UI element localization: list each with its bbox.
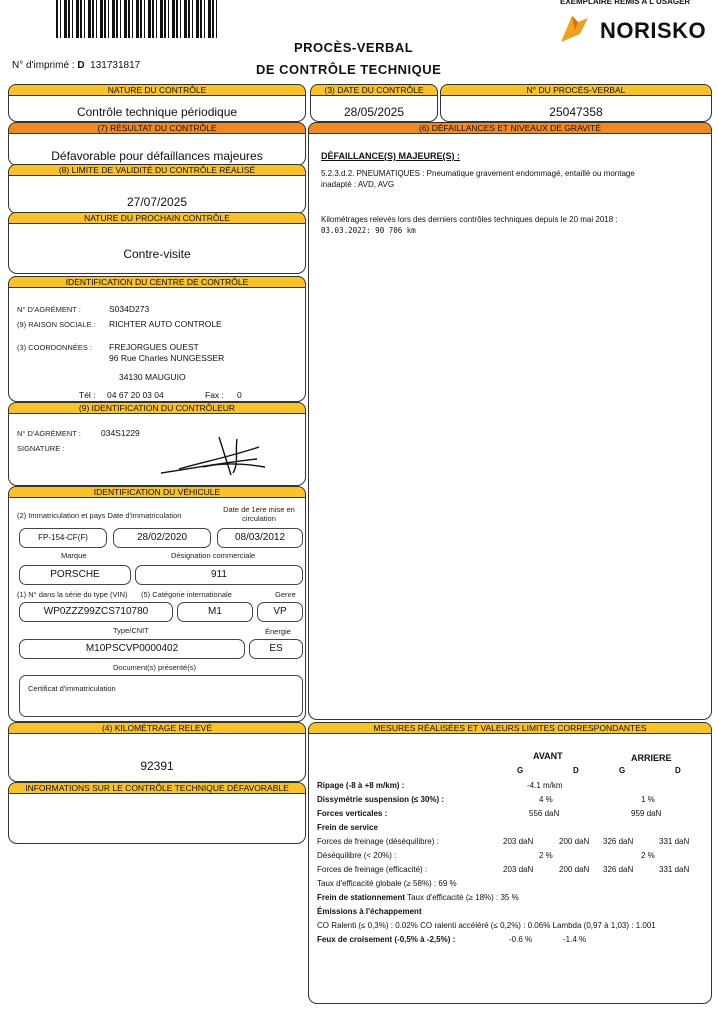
defaillance-item-line1: 5.2.3.d.2. PNEUMATIQUES : Pneumatique gravement endommagé, entaillé ou montage (321, 169, 635, 178)
infos-panel (8, 782, 306, 844)
ff2-avg: 203 daN (503, 865, 534, 874)
first-circ-label: Date de 1ere mise en circulation (223, 505, 295, 523)
controleur-signature-label: SIGNATURE : (17, 444, 65, 453)
defaillance-item-line2: inadapté : AVD, AVG (321, 180, 395, 189)
date-title: (3) DATE DU CONTRÔLE (310, 84, 438, 96)
centre-coord-line3: 34130 MAUGUIO (119, 372, 186, 382)
marque-label: Marque (61, 551, 87, 560)
prochain-title: NATURE DU PROCHAIN CONTRÔLE (8, 212, 306, 224)
nature-title: NATURE DU CONTRÔLE (8, 84, 306, 96)
km-intro: Kilométrages relevés lors des derniers contrôles techniques depuis le 20 mai 2018 : (321, 215, 618, 224)
limite-panel (8, 164, 306, 214)
resultat-panel (8, 122, 306, 166)
pv-value: 25047358 (549, 105, 603, 119)
barcode (56, 0, 220, 38)
immat-label: (2) Immatriculation et pays Date d'immatriculation (17, 511, 182, 520)
title-line1: PROCÈS-VERBAL (294, 40, 414, 55)
kilometrage-value: 92391 (140, 759, 174, 773)
energie-label: Énergie (265, 627, 291, 636)
arriere-d: D (675, 766, 681, 775)
controleur-agrement-label: N° D'AGRÉMENT : (17, 429, 81, 438)
designation-value: 911 (135, 565, 303, 585)
copy-note: EXEMPLAIRE REMIS A L'USAGER (560, 0, 691, 6)
forces-v-av: 556 daN (529, 809, 560, 818)
ff2-arg: 326 daN (603, 865, 634, 874)
centre-agrement-value: S034D273 (109, 304, 150, 314)
centre-coord-line2: 96 Rue Charles NUNGESSER (109, 353, 225, 363)
defaillances-panel (308, 122, 712, 720)
ff-efficacite-label: Forces de freinage (efficacité) : (317, 865, 428, 874)
centre-panel (8, 276, 306, 402)
brand-name: NORISKO (600, 18, 707, 43)
date-panel (310, 84, 438, 122)
title-line2: DE CONTRÔLE TECHNIQUE (256, 62, 442, 77)
centre-tel-label: Tél : (79, 390, 96, 400)
pv-title: N° DU PROCÈS-VERBAL (440, 84, 712, 96)
limite-title: (8) LIMITE DE VALIDITÉ DU CONTRÔLE RÉALISÉ (8, 164, 306, 176)
energie-value: ES (249, 639, 303, 659)
imprime-prefix: D (77, 60, 85, 71)
documents-value: Certificat d'immatriculation (28, 684, 116, 693)
frein-stationnement (317, 893, 519, 902)
mesures-title: MESURES RÉALISÉES ET VALEURS LIMITES CORRESPONDANTES (308, 722, 712, 734)
norisko-logo-icon (558, 12, 592, 46)
imprime-label: N° d'imprimé : (12, 60, 75, 71)
centre-title: IDENTIFICATION DU CENTRE DE CONTRÔLE (8, 276, 306, 288)
resultat-value: Défavorable pour défaillances majeures (51, 149, 263, 163)
ff1-arg: 326 daN (603, 837, 634, 846)
date-value: 28/05/2025 (343, 105, 405, 119)
controleur-agrement-value: 034S1229 (101, 428, 140, 438)
desequilibre-label: Déséquilibre (< 20%) : (317, 851, 397, 860)
ff1-avg: 203 daN (503, 837, 534, 846)
signature-image (159, 433, 269, 479)
centre-tel-value: 04 67 20 03 04 (107, 390, 164, 400)
vin-label: (1) N° dans la série du type (VIN) (17, 590, 128, 599)
centre-coord-line1: FREJORGUES OUEST (109, 342, 199, 352)
vehicule-panel (8, 486, 306, 722)
ripage-label: Ripage (-8 à +8 m/km) : (317, 781, 405, 790)
documents-box (19, 675, 303, 717)
feux-g: -0.6 % (509, 935, 533, 944)
genre-label: Genre (275, 590, 296, 599)
arriere-header: ARRIERE (631, 753, 672, 763)
avant-g: G (517, 766, 524, 775)
ff1-ard: 331 daN (659, 837, 690, 846)
limite-value: 27/07/2025 (126, 195, 188, 209)
feux-label: Feux de croisement (-0,5% à -2,5%) : (317, 935, 456, 944)
mesures-panel (308, 722, 712, 1004)
nature-value: Contrôle technique périodique (76, 105, 238, 119)
type-label: Type/CNIT (113, 626, 149, 635)
categorie-label: (5) Catégorie internationale (141, 590, 232, 599)
centre-raison-value: RICHTER AUTO CONTROLE (109, 319, 222, 329)
imprime-number (12, 60, 140, 71)
dissym-av: 4 % (539, 795, 553, 804)
forces-v-ar: 959 daN (631, 809, 662, 818)
dissym-ar: 1 % (641, 795, 655, 804)
ff2-avd: 200 daN (559, 865, 590, 874)
ripage-value: -4.1 m/km (527, 781, 563, 790)
ff1-avd: 200 daN (559, 837, 590, 846)
arriere-g: G (619, 766, 626, 775)
desequilibre-ar: 2 % (641, 851, 655, 860)
feux-d: -1.4 % (563, 935, 587, 944)
vehicule-title: IDENTIFICATION DU VÉHICULE (8, 486, 306, 498)
imprime-value: 131731817 (90, 60, 141, 71)
km-history: 03.03.2022: 90 706 km (321, 226, 416, 235)
frein-stat-label: Frein de stationnement (317, 893, 406, 902)
prochain-panel (8, 212, 306, 274)
avant-d: D (573, 766, 579, 775)
centre-coord-label: (3) COORDONNÉES : (17, 343, 93, 352)
kilometrage-panel (8, 722, 306, 782)
documents-label: Document(s) présenté(s) (113, 663, 196, 672)
date-immat-value: 28/02/2020 (113, 528, 211, 548)
controleur-panel (8, 402, 306, 486)
ff-desequilibre-label: Forces de freinage (déséquilibre) : (317, 837, 439, 846)
defaillances-title: (6) DÉFAILLANCES ET NIVEAUX DE GRAVITÉ (308, 122, 712, 134)
vin-value: WP0ZZZ99ZCS710780 (19, 602, 173, 622)
first-circ-value: 08/03/2012 (217, 528, 303, 548)
genre-value: VP (257, 602, 303, 622)
immat-value: FP-154-CF(F) (19, 528, 107, 548)
centre-agrement-label: N° D'AGRÉMENT : (17, 305, 81, 314)
centre-fax-value: 0 (237, 390, 242, 400)
frein-stat-value: Taux d'efficacité (≥ 18%) : 35 % (407, 893, 519, 902)
frein-service-label: Frein de service (317, 823, 378, 832)
type-value: M10PSCVP0000402 (19, 639, 245, 659)
pv-panel (440, 84, 712, 122)
desequilibre-av: 2 % (539, 851, 553, 860)
majeures-label: DÉFAILLANCE(S) MAJEURE(S) : (321, 151, 460, 161)
prochain-value: Contre-visite (123, 247, 191, 261)
infos-title: INFORMATIONS SUR LE CONTRÔLE TECHNIQUE DÉFAVORABLE (8, 782, 306, 794)
resultat-title: (7) RÉSULTAT DU CONTRÔLE (8, 122, 306, 134)
nature-panel (8, 84, 306, 122)
dissym-label: Dissymétrie suspension (≤ 30%) : (317, 795, 445, 804)
emissions-label: Émissions à l'échappement (317, 907, 422, 916)
marque-value: PORSCHE (19, 565, 131, 585)
centre-raison-label: (9) RAISON SOCIALE : (17, 320, 96, 329)
forces-v-label: Forces verticales : (317, 809, 388, 818)
categorie-value: M1 (177, 602, 253, 622)
centre-fax-label: Fax : (205, 390, 224, 400)
kilometrage-title: (4) KILOMÉTRAGE RELEVÉ (8, 722, 306, 734)
taux-global: Taux d'efficacité globale (≥ 58%) : 69 % (317, 879, 457, 888)
controleur-title: (9) IDENTIFICATION DU CONTRÔLEUR (8, 402, 306, 414)
designation-label: Désignation commerciale (171, 551, 256, 560)
co-line: CO Ralenti (≤ 0,3%) : 0.02% CO ralenti accéléré (≤ 0,2%) : 0.06% Lambda (0,97 à 1,03) : 1.001 (317, 921, 656, 930)
avant-header: AVANT (533, 751, 563, 761)
ff2-ard: 331 daN (659, 865, 690, 874)
